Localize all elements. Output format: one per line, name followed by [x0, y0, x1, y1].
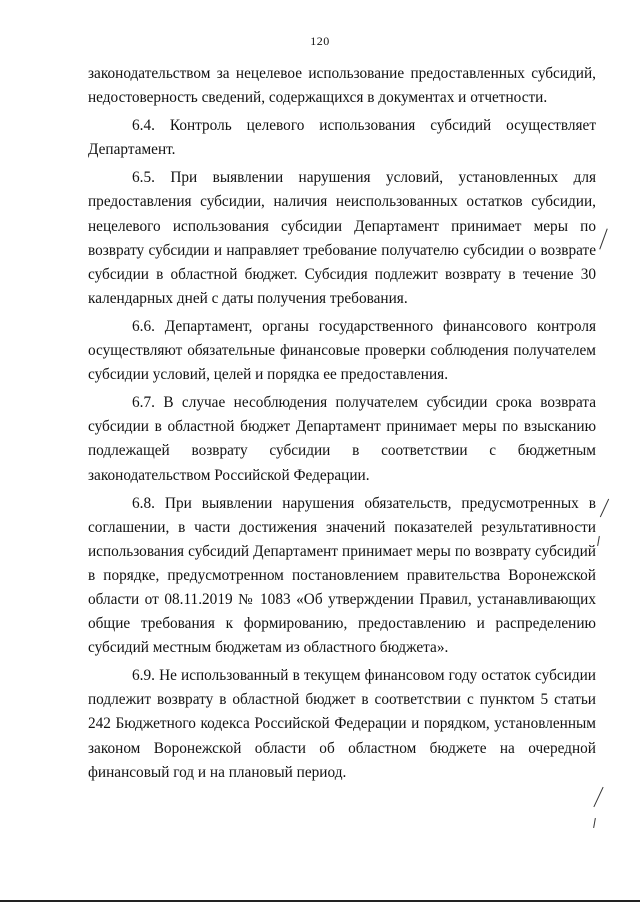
page-number: 120 — [310, 34, 330, 48]
margin-mark — [599, 228, 607, 249]
paragraph-6-7: 6.7. В случае несоблюдения получателем субсидии срока возврата субсидии в областной бюджет Департамент принимает меры по взысканию подлежащей возврату субсидии в соответствии с бюджетным законодательством Российской Федерации. — [88, 394, 596, 484]
document-body — [88, 62, 596, 789]
paragraph-6-8: 6.8. При выявлении нарушения обязательств, предусмотренных в соглашении, в части достижения значений показателей результативности использования субсидий Департамент принимает меры по возврату субсидий в порядке, предусмотренном постановлением правительства Воронежской области от 08.11.2019 № 1083 «Об утверждении Правил, устанавливающих общие требования к формированию, предоставлению и распределению субсидий местным бюджетам из областного бюджета». — [88, 494, 596, 657]
margin-mark — [593, 818, 596, 828]
margin-mark — [593, 787, 603, 807]
margin-mark — [600, 499, 609, 518]
paragraph-6-6: 6.6. Департамент, органы государственного финансового контроля осуществляют обязательные финансовые проверки соблюдения получателем субсидии условий, целей и порядка ее предоставления. — [88, 317, 596, 384]
paragraph-6-4: 6.4. Контроль целевого использования субсидий осуществляет Департамент. — [88, 117, 596, 159]
paragraph-6-9: 6.9. Не использованный в текущем финансовом году остаток субсидии подлежит возврату в областной бюджет в соответствии с пунктом 5 статьи 242 Бюджетного кодекса Российской Федерации и порядком, установленным законом Воронежской области об областном бюджете на очередной финансовый год и на плановый период. — [88, 667, 596, 781]
paragraph-continuation: законодательством за нецелевое использование предоставленных субсидий, недостоверность сведений, содержащихся в документах и отчетности. — [88, 65, 596, 107]
margin-mark — [597, 536, 600, 546]
paragraph-6-5: 6.5. При выявлении нарушения условий, установленных для предоставления субсидии, наличия неиспользованных остатков субсидии, нецелевого использования субсидии Департамент принимает меры по возврату субсидии и направляет требование получателю субсидии о возврате субсидии в областной бюджет. Субсидия подлежит возврату в течение 30 календарных дней с даты получения требования. — [88, 169, 596, 307]
